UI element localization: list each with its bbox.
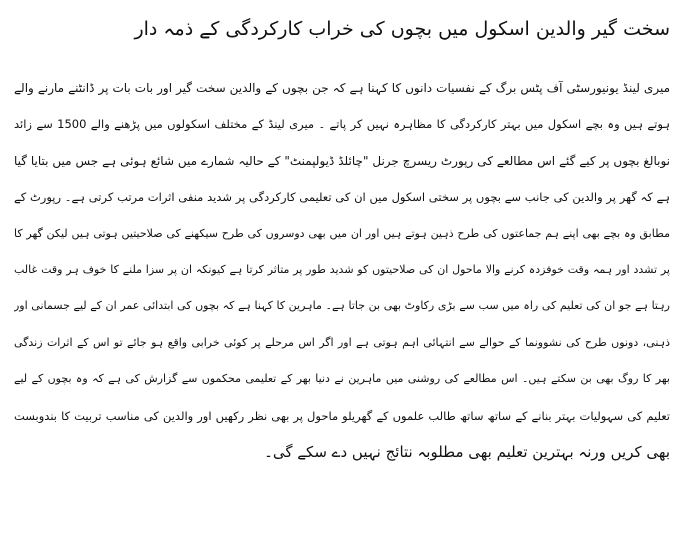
article-headline: سخت گیر والدین اسکول میں بچوں کی خراب کارکردگی کے ذمہ دار <box>134 18 670 40</box>
article-line: پر تشدد اور ہمہ وقت خوفزدہ کرنے والا ماحول ان کی صلاحیتوں کو شدید طور پر متاثر کرتا ہے کیونکہ ان پر سزا ملنے کا خوف ہر وقت غالب <box>14 262 670 276</box>
article-line: نوبالغ بچوں پر کیے گئے اس مطالعے کی رپورٹ ریسرچ جرنل "چائلڈ ڈیولپمنٹ" کے حالیہ شمارے میں شائع ہوئی ہے جس میں بتایا گیا <box>14 153 670 168</box>
article-body <box>14 70 670 470</box>
article-line: تعلیم کی سہولیات بہتر بنانے کے ساتھ ساتھ طالب علموں کے گھریلو ماحول پر بھی نظر رکھیں اور والدین کی مناسب تربیت کا بندوبست <box>14 408 670 423</box>
article-line: ہے کہ گھر پر والدین کی جانب سے بچوں پر سختی اسکول میں ان کی تعلیمی کارکردگی پر شدید منفی اثرات مرتب کرتی ہے۔ رپورٹ کے <box>14 190 670 205</box>
article-line: ہوتے ہیں وہ بچے اسکول میں بہتر کارکردگی کا مظاہرہ نہیں کر پاتے ۔ میری لینڈ کے مختلف اسکولوں میں پڑھنے والے 1500 سے زائد <box>14 117 670 132</box>
article-line: میری لینڈ یونیورسٹی آف پٹس برگ کے نفسیات دانوں کا کہنا ہے کہ جن بچوں کے والدین سخت گیر اور بات بات پر ڈانٹنے مارنے والے <box>14 81 670 95</box>
article-line: مطابق وہ بچے بھی اپنے ہم جماعتوں کی طرح ذہین ہوتے ہیں اور ان میں بھی دوسروں کی طرح سیکھنے کی صلاحیتیں ہوتی ہیں لیکن گھر کا <box>14 226 670 240</box>
article-line: بھر کا روگ بھی بن سکتے ہیں۔ اس مطالعے کی روشنی میں ماہرین نے دنیا بھر کے تعلیمی محکموں سے گزارش کی ہے کہ وہ بچوں کے لیے <box>14 372 670 386</box>
article-line: ذہنی، دونوں طرح کی نشوونما کے حوالے سے انتہائی اہم ہوتی ہے اور اگر اس مرحلے پر کوئی خرابی واقع ہو جائے تو اس کے اثرات زندگی <box>14 335 670 349</box>
article-line: رہتا ہے جو ان کی تعلیم کی راہ میں سب سے بڑی رکاوٹ بھی بن جاتا ہے۔ ماہرین کا کہنا ہے کہ بچوں کی ابتدائی عمر ان کے لیے جسمانی اور <box>14 299 670 313</box>
article-line: بھی کریں ورنہ بہترین تعلیم بھی مطلوبہ نتائج نہیں دے سکے گی۔ <box>264 442 670 461</box>
